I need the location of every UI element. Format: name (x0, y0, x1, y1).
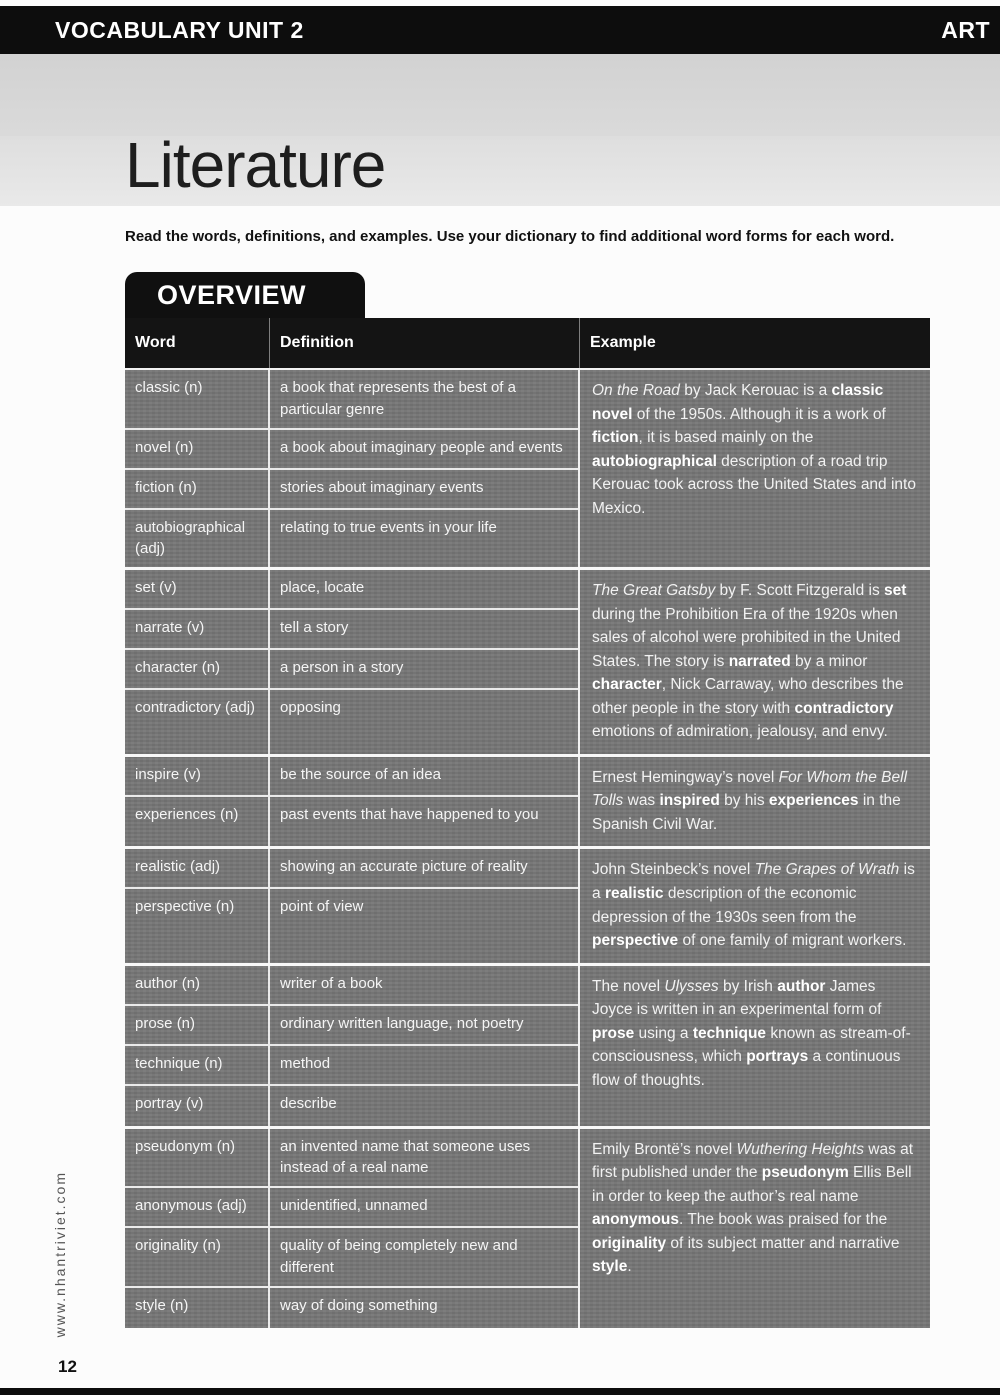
example-cell (580, 1129, 930, 1328)
word-term: technique (n) (125, 1046, 270, 1084)
word-definition: place, locate (280, 579, 365, 596)
word-row (125, 1188, 578, 1228)
word-row (125, 757, 578, 797)
word-row (125, 797, 578, 847)
column-header-word: Word (125, 318, 270, 368)
word-row (125, 1129, 578, 1189)
word-row (125, 966, 578, 1006)
word-definition-rows (125, 849, 580, 962)
word-definition: quality of being completely new and different (280, 1237, 518, 1276)
word-definition: tell a story (280, 619, 349, 636)
example-keyword-segment: autobiographical (592, 452, 717, 470)
example-keyword-segment: technique (692, 1024, 767, 1042)
word-row (125, 1086, 578, 1126)
example-text-segment: . (627, 1258, 632, 1276)
word-row (125, 370, 578, 430)
word-term: autobiographical (adj) (125, 510, 270, 568)
example-cell (580, 370, 930, 567)
example-text-segment: Emily Brontë’s novel (592, 1140, 737, 1158)
overview-tab-label: OVERVIEW (157, 279, 307, 310)
example-title-segment: On the Road (592, 382, 680, 399)
unit-title: VOCABULARY UNIT 2 (55, 16, 304, 43)
example-keyword-segment: character (592, 676, 662, 694)
example-text-segment: of the 1950s. Although it is a work of (632, 405, 886, 423)
example-cell (580, 570, 930, 754)
word-row (125, 1228, 578, 1288)
word-row (125, 1046, 578, 1086)
example-keyword-segment: pseudonym (761, 1164, 849, 1182)
word-definition: be the source of an idea (280, 765, 441, 783)
word-definition: opposing (280, 699, 341, 716)
example-text-segment: description of a road trip Kerouac took across the United States and into Mexico. (592, 452, 916, 517)
word-term: character (n) (125, 650, 270, 688)
example-text-segment: using a (634, 1024, 693, 1042)
word-definition: point of view (280, 898, 364, 916)
word-term: author (n) (125, 966, 270, 1004)
word-definition: unidentified, unnamed (280, 1197, 428, 1215)
word-term: novel (n) (125, 430, 270, 468)
example-text-segment: of its subject matter and narrative (666, 1234, 900, 1252)
word-row (125, 849, 578, 889)
word-definition-rows (125, 966, 580, 1126)
word-row (125, 510, 578, 568)
word-definition: showing an accurate picture of reality (280, 858, 528, 876)
word-definition: an invented name that someone uses instead of a real name (280, 1137, 531, 1177)
page-title: Literature (125, 129, 386, 201)
word-definition-rows (125, 1129, 580, 1328)
word-definition: relating to true events in your life (280, 518, 497, 536)
overview-tab (125, 272, 365, 318)
table-body (125, 368, 930, 1328)
publisher-url: www.nhantriviet.com (52, 1170, 68, 1337)
word-term: inspire (v) (125, 757, 270, 795)
word-term: classic (n) (125, 370, 270, 428)
word-definition-rows (125, 370, 580, 567)
example-keyword-segment: author (777, 977, 826, 995)
example-keyword-segment: portrays (746, 1048, 809, 1066)
word-row (125, 470, 578, 510)
example-title-segment: Ulysses (664, 977, 719, 995)
word-row (125, 610, 578, 650)
word-definition: a book that represents the best of a particular genre (280, 379, 516, 418)
example-text-segment: , Nick Carraway, who describes the other people in the story with (592, 676, 904, 717)
example-text-segment: . The book was praised for the (678, 1211, 888, 1229)
word-group (125, 966, 930, 1129)
word-definition: writer of a book (280, 974, 383, 992)
vocabulary-table (125, 318, 930, 1328)
bottom-scan-edge (0, 1388, 1000, 1395)
word-group (125, 757, 930, 850)
example-text-segment: , it is based mainly on the (638, 429, 814, 447)
example-text-segment: by a minor (790, 652, 868, 670)
word-term: fiction (n) (125, 470, 270, 508)
example-text-segment: known as stream-of-consciousness, which (592, 1024, 911, 1066)
word-definition: past events that have happened to you (280, 805, 539, 823)
word-definition-rows (125, 570, 580, 754)
example-title-segment: The Grapes of Wrath (754, 861, 900, 879)
example-keyword-segment: style (592, 1258, 628, 1276)
example-keyword-segment: set (884, 582, 907, 599)
word-definition: method (280, 1054, 331, 1072)
example-text-segment: during the Prohibition Era of the 1920s when sales of alcohol were prohibited in the United States. The story is (592, 605, 901, 670)
example-keyword-segment: narrated (728, 652, 791, 670)
example-text-segment: Ellis Bell in order to keep the author’s real name (592, 1164, 912, 1205)
word-definition: way of doing something (280, 1296, 438, 1314)
word-term: set (v) (125, 570, 270, 608)
example-keyword-segment: contradictory (794, 699, 894, 717)
word-definition: a person in a story (280, 659, 404, 676)
word-group (125, 570, 930, 757)
example-text-segment: is a (592, 861, 915, 903)
example-keyword-segment: experiences (768, 792, 859, 810)
word-group (125, 370, 930, 570)
word-row (125, 1006, 578, 1046)
word-row (125, 889, 578, 962)
example-text-segment: a continuous flow of thoughts. (592, 1048, 901, 1089)
column-header-definition: Definition (270, 318, 580, 368)
example-text-segment: by Irish (718, 977, 778, 995)
word-term: anonymous (adj) (125, 1188, 270, 1226)
example-keyword-segment: inspired (659, 792, 720, 810)
example-keyword-segment: fiction (592, 429, 639, 447)
word-definition: a book about imaginary people and events (280, 438, 563, 456)
page-number: 12 (58, 1357, 77, 1376)
example-keyword-segment: perspective (592, 932, 679, 950)
section-label: ART (941, 16, 990, 43)
example-text-segment: of one family of migrant workers. (678, 932, 907, 950)
example-cell (580, 849, 930, 962)
word-term: experiences (n) (125, 797, 270, 847)
word-definition: ordinary written language, not poetry (280, 1014, 524, 1032)
word-term: pseudonym (n) (125, 1129, 270, 1187)
word-definition-rows (125, 757, 580, 847)
example-text-segment: Ernest Hemingway’s novel (592, 768, 779, 786)
word-term: narrate (v) (125, 610, 270, 648)
word-row (125, 690, 578, 754)
example-text-segment: by his (719, 792, 769, 810)
example-cell (580, 757, 930, 847)
example-keyword-segment: classic novel (592, 382, 884, 423)
unit-header-bar (0, 6, 1000, 54)
column-header-example: Example (590, 334, 656, 351)
word-row (125, 1288, 578, 1328)
example-text-segment: by F. Scott Fitzgerald is (715, 582, 885, 599)
example-title-segment: For Whom the Bell Tolls (592, 768, 908, 810)
example-text-segment: was at first published under the (592, 1140, 914, 1182)
instructions-text: Read the words, definitions, and examples. Use your dictionary to find additional word forms for each word. (125, 228, 895, 245)
word-group (125, 1129, 930, 1328)
example-text-segment: John Steinbeck’s novel (592, 861, 755, 879)
word-term: prose (n) (125, 1006, 270, 1044)
word-group (125, 849, 930, 965)
example-keyword-segment: originality (592, 1234, 667, 1252)
example-text-segment: description of the economic depression of the 1930s seen from the (592, 885, 857, 926)
word-term: contradictory (adj) (125, 690, 270, 754)
word-term: perspective (n) (125, 889, 270, 962)
scan-gray-band (0, 54, 1000, 136)
word-definition: stories about imaginary events (280, 478, 484, 496)
word-term: style (n) (125, 1288, 270, 1328)
word-definition: describe (280, 1094, 337, 1112)
example-keyword-segment: realistic (604, 885, 664, 903)
example-text-segment: by Jack Kerouac is a (679, 382, 832, 399)
example-text-segment: was (623, 792, 660, 810)
word-term: realistic (adj) (125, 849, 270, 887)
word-term: portray (v) (125, 1086, 270, 1126)
example-text-segment: James Joyce is written in an experimental form of (592, 977, 882, 1019)
table-header-row (125, 318, 930, 368)
example-cell (580, 966, 930, 1126)
word-row (125, 430, 578, 470)
example-text-segment: emotions of admiration, jealousy, and envy. (592, 723, 888, 741)
word-row (125, 650, 578, 690)
example-title-segment: Wuthering Heights (736, 1140, 864, 1158)
example-keyword-segment: anonymous (592, 1211, 679, 1229)
example-keyword-segment: prose (592, 1024, 635, 1042)
example-text-segment: The novel (592, 977, 665, 995)
example-title-segment: The Great Gatsby (592, 582, 716, 599)
example-text-segment: in the Spanish Civil War. (592, 792, 901, 833)
word-term: originality (n) (125, 1228, 270, 1286)
word-row (125, 570, 578, 610)
